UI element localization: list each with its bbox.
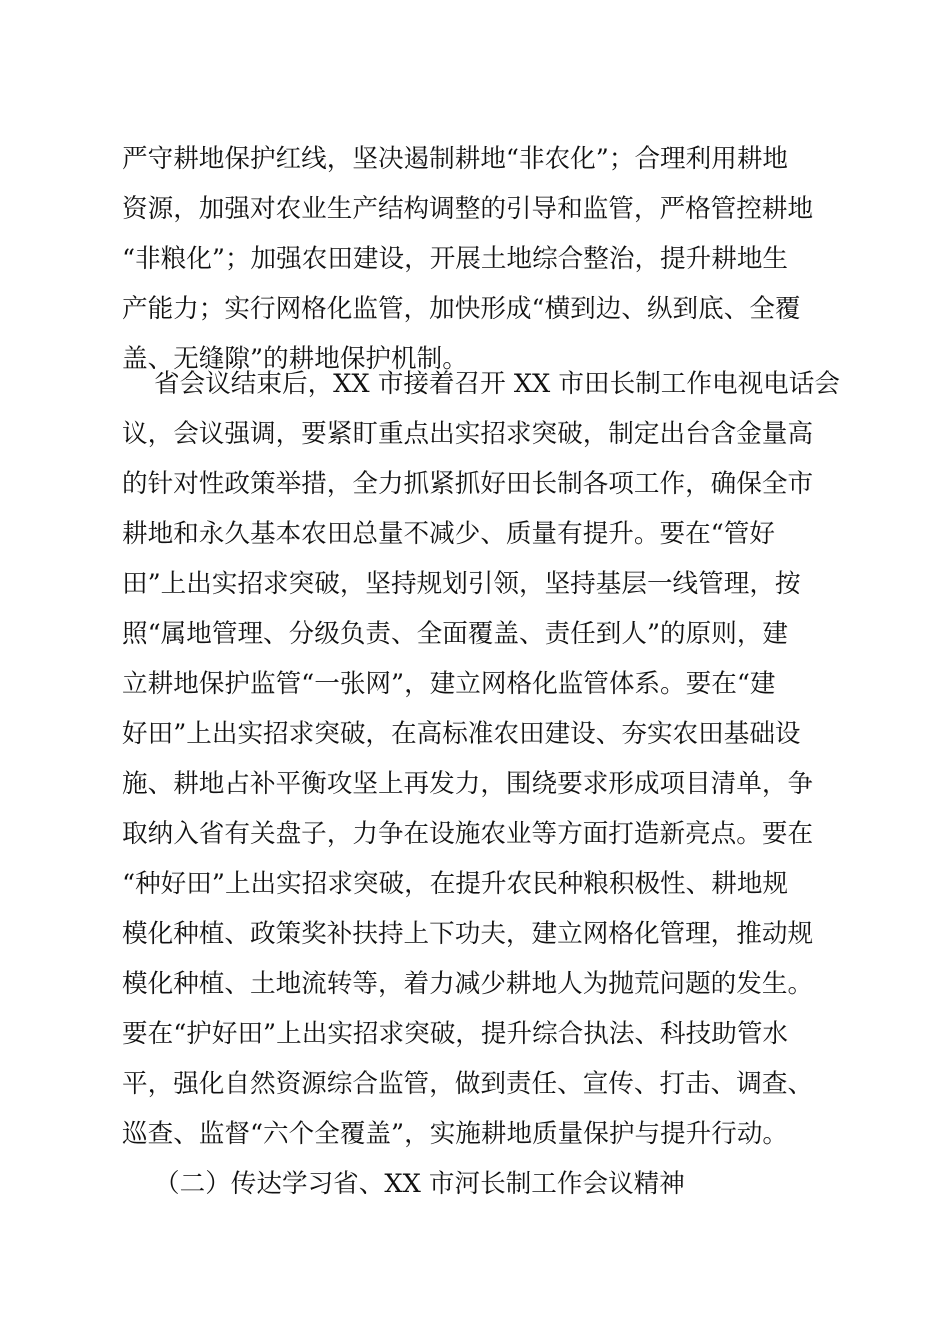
text-line: 资源，加强对农业生产结构调整的引导和监管，严格管控耕地 — [122, 194, 814, 224]
text-line: 施、耕地占补平衡攻坚上再发力，围绕要求形成项目清单，争 — [122, 769, 814, 799]
text-line: 巡查、监督“六个全覆盖”，实施耕地质量保护与提升行动。 — [122, 1119, 789, 1149]
text-line: 盖、无缝隙”的耕地保护机制。 — [122, 344, 468, 374]
text-line: 省会议结束后，XX 市接着召开 XX 市田长制工作电视电话会 — [154, 369, 840, 399]
text-line: 的针对性政策举措，全力抓紧抓好田长制各项工作，确保全市 — [122, 469, 814, 499]
text-line: 要在“护好田”上出实招求突破，提升综合执法、科技助管水 — [122, 1019, 789, 1049]
text-line: 模化种植、土地流转等，着力减少耕地人为抛荒问题的发生。 — [122, 969, 814, 999]
text-line: 耕地和永久基本农田总量不减少、质量有提升。要在“管好 — [122, 519, 775, 549]
text-line: 立耕地保护监管“一张网”，建立网格化监管体系。要在“建 — [122, 669, 776, 699]
text-line: 严守耕地保护红线，坚决遏制耕地“非农化”；合理利用耕地 — [122, 144, 789, 174]
text-line: “非粮化”；加强农田建设，开展土地综合整治，提升耕地生 — [122, 244, 789, 274]
text-line: 好田”上出实招求突破，在高标准农田建设、夯实农田基础设 — [122, 719, 801, 749]
text-line: 议，会议强调，要紧盯重点出实招求突破，制定出台含金量高 — [122, 419, 814, 449]
text-line: 取纳入省有关盘子，力争在设施农业等方面打造新亮点。要在 — [122, 819, 814, 849]
text-line: “种好田”上出实招求突破，在提升农民种粮积极性、耕地规 — [122, 869, 789, 899]
text-line: 模化种植、政策奖补扶持上下功夫，建立网格化管理，推动规 — [122, 919, 814, 949]
text-line: 平，强化自然资源综合监管，做到责任、宣传、打击、调查、 — [122, 1069, 814, 1099]
text-line: 田”上出实招求突破，坚持规划引领，坚持基层一线管理，按 — [122, 569, 801, 599]
text-line: 照“属地管理、分级负责、全面覆盖、责任到人”的原则，建 — [122, 619, 789, 649]
text-line: 产能力；实行网格化监管，加快形成“横到边、纵到底、全覆 — [122, 294, 801, 324]
section-heading: （二）传达学习省、XX 市河长制工作会议精神 — [154, 1169, 685, 1199]
